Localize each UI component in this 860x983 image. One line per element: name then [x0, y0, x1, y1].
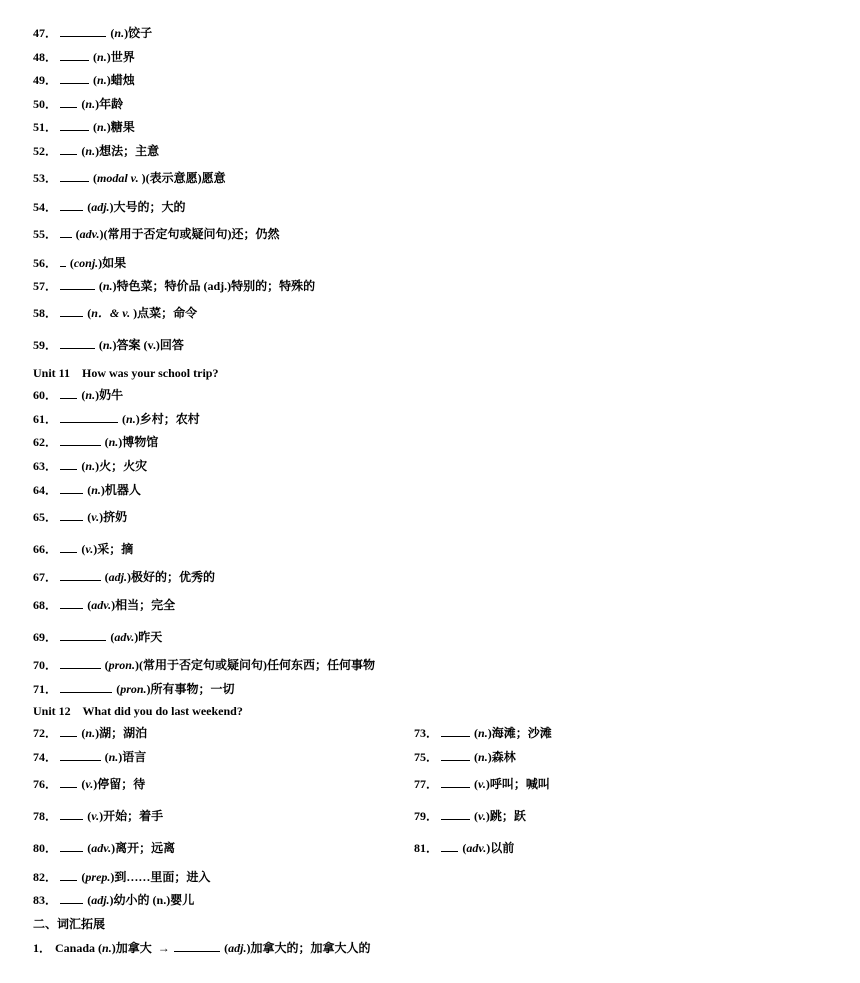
pos-open: (	[93, 171, 98, 185]
item-number: 55．	[33, 227, 58, 241]
answer-blank[interactable]	[60, 631, 106, 641]
pos-close: )	[100, 483, 105, 497]
part-of-speech: adj.	[91, 893, 110, 907]
pos-close: )	[110, 870, 115, 884]
item-number: 60．	[33, 388, 58, 402]
pos-open: (	[87, 510, 92, 524]
vocab-item	[33, 809, 163, 823]
vocab-item	[33, 750, 146, 764]
pos-open: (	[224, 941, 229, 955]
part-of-speech: n.	[478, 750, 488, 764]
pos-close: )	[99, 227, 104, 241]
part-of-speech: n.	[102, 279, 113, 293]
part-of-speech: n.	[85, 459, 96, 473]
answer-blank[interactable]	[60, 51, 89, 61]
pos-close: )	[485, 777, 490, 791]
chinese-meaning: 所有事物；一切	[150, 682, 235, 696]
answer-blank[interactable]	[60, 842, 83, 852]
item-number: 75．	[414, 750, 439, 764]
part-of-speech: adj.	[108, 570, 127, 584]
answer-blank[interactable]	[60, 413, 118, 423]
part-of-speech: modal v.	[97, 171, 139, 185]
answer-blank[interactable]	[441, 727, 470, 737]
pos-close: )	[111, 598, 116, 612]
chinese-meaning: 特色菜；特价品 (adj.)特别的；特殊的	[116, 279, 316, 293]
chinese-meaning: 采；摘	[97, 542, 134, 556]
pos-open: (	[104, 750, 109, 764]
chinese-meaning: 乡村；农村	[139, 412, 200, 426]
part-of-speech: pron.	[108, 658, 135, 672]
answer-blank[interactable]	[60, 511, 83, 521]
pos-close: )	[95, 144, 100, 158]
pos-close: )	[99, 510, 104, 524]
part-of-speech: adv.	[114, 630, 135, 644]
answer-blank[interactable]	[60, 484, 83, 494]
vocab-item	[414, 750, 516, 764]
part-of-speech: adv.	[91, 598, 112, 612]
item-number: 81．	[414, 841, 439, 855]
answer-blank[interactable]	[60, 659, 101, 669]
chinese-meaning: 离开；远离	[115, 841, 176, 855]
chinese-meaning: 年龄	[99, 97, 124, 111]
pos-open: (	[87, 893, 92, 907]
pos-open: (	[81, 542, 86, 556]
pos-close: )	[118, 750, 123, 764]
item-number: 77．	[414, 777, 439, 791]
vocab-item	[33, 338, 184, 352]
answer-blank[interactable]	[60, 778, 77, 788]
pos-close: )	[109, 893, 114, 907]
part-of-speech: adv.	[79, 227, 100, 241]
pos-close: )	[95, 726, 100, 740]
answer-blank[interactable]	[60, 894, 83, 904]
vocab-item	[33, 459, 147, 473]
item-number: 74．	[33, 750, 58, 764]
part-of-speech: prep.	[85, 870, 111, 884]
pos-close: )	[487, 750, 492, 764]
answer-blank[interactable]	[60, 751, 101, 761]
vocab-item	[33, 841, 175, 855]
item-number: 53．	[33, 171, 58, 185]
part-of-speech: adv.	[466, 841, 487, 855]
vocab-item	[33, 50, 135, 64]
pos-open: (	[122, 412, 127, 426]
item-number: 79．	[414, 809, 439, 823]
pos-open: (	[81, 726, 86, 740]
vocab-item	[414, 777, 550, 791]
base-word: Canada	[55, 941, 96, 955]
pos-open: (	[81, 777, 86, 791]
part-of-speech: adv.	[91, 841, 112, 855]
answer-blank[interactable]	[60, 228, 72, 238]
answer-blank[interactable]	[60, 543, 77, 553]
pos-close: )	[106, 50, 111, 64]
answer-blank[interactable]	[441, 842, 458, 852]
item-number: 67．	[33, 570, 58, 584]
vocab-item	[414, 841, 514, 855]
vocab-item	[414, 726, 552, 740]
chinese-meaning: 昨天	[138, 630, 163, 644]
part-of-speech: n.	[97, 50, 107, 64]
pos-open: (	[81, 97, 86, 111]
chinese-meaning: 加拿大的；加拿大人的	[250, 941, 371, 955]
part-of-speech: adj.	[228, 941, 247, 955]
item-number: 82．	[33, 870, 58, 884]
item-number: 49．	[33, 73, 58, 87]
pos-open: (	[81, 870, 86, 884]
pos-close: )	[134, 630, 139, 644]
vocab-item	[33, 120, 135, 134]
item-number: 56．	[33, 256, 58, 270]
item-number: 50．	[33, 97, 58, 111]
answer-blank[interactable]	[60, 683, 112, 693]
pos-close: )	[111, 841, 116, 855]
answer-blank[interactable]	[60, 389, 77, 399]
expansion-item	[33, 941, 370, 955]
item-number: 66．	[33, 542, 58, 556]
pos-close: )	[134, 658, 139, 672]
pos-close: )	[95, 459, 100, 473]
pos-close: )	[146, 682, 151, 696]
unit11-heading: Unit 11 How was your school trip?	[33, 366, 219, 380]
pos-open: (	[87, 841, 92, 855]
part-of-speech: n.	[108, 750, 119, 764]
item-number: 62．	[33, 435, 58, 449]
chinese-meaning: 呼叫；喊叫	[489, 777, 550, 791]
vocab-item	[33, 726, 147, 740]
item-number: 80．	[33, 841, 58, 855]
pos-open: (	[474, 809, 479, 823]
item-number: 59．	[33, 338, 58, 352]
item-number: 71．	[33, 682, 58, 696]
chinese-meaning: 饺子	[128, 26, 153, 40]
part-of-speech: pron.	[120, 682, 147, 696]
chinese-meaning: (常用于否定句或疑问句)任何东西；任何事物	[138, 658, 375, 672]
pos-close: )	[99, 809, 104, 823]
item-number: 48．	[33, 50, 58, 64]
pos-open: (	[81, 459, 86, 473]
pos-close: )	[106, 120, 111, 134]
vocab-item	[33, 227, 280, 241]
pos-open: (	[87, 306, 92, 320]
chinese-meaning: 点菜；命令	[137, 306, 198, 320]
pos-open: (	[87, 483, 92, 497]
pos-open: (	[104, 570, 109, 584]
pos-open: (	[87, 598, 92, 612]
pos-close: )	[98, 256, 103, 270]
pos-open: (	[93, 120, 98, 134]
pos-close: )	[111, 941, 116, 955]
item-number: 61．	[33, 412, 58, 426]
pos-open: (	[95, 941, 103, 955]
item-number: 52．	[33, 144, 58, 158]
pos-close: )	[246, 941, 251, 955]
vocab-item	[33, 658, 375, 672]
part-of-speech: v.	[478, 809, 486, 823]
part-of-speech: n.	[102, 338, 113, 352]
answer-blank[interactable]	[60, 436, 101, 446]
item-number: 68．	[33, 598, 58, 612]
vocab-item	[33, 542, 133, 556]
answer-blank[interactable]	[441, 810, 470, 820]
pos-close: )	[109, 200, 114, 214]
vocab-item	[33, 483, 141, 497]
item-number: 1．	[33, 941, 52, 955]
item-number: 64．	[33, 483, 58, 497]
item-number: 57．	[33, 279, 58, 293]
pos-open: (	[474, 726, 479, 740]
vocab-item	[33, 306, 197, 320]
chinese-meaning: 极好的；优秀的	[130, 570, 215, 584]
pos-open: (	[75, 227, 80, 241]
answer-blank[interactable]	[60, 201, 83, 211]
item-number: 69．	[33, 630, 58, 644]
pos-close: )	[487, 726, 492, 740]
part-of-speech: n.	[108, 435, 119, 449]
item-number: 47．	[33, 26, 58, 40]
part-of-speech: v.	[85, 777, 94, 791]
pos-close: )	[93, 777, 98, 791]
part-of-speech: n.	[85, 726, 96, 740]
pos-open: (	[110, 26, 115, 40]
chinese-meaning: 以前	[490, 841, 515, 855]
answer-blank[interactable]	[441, 778, 470, 788]
vocab-item	[33, 144, 159, 158]
pos-close: )	[138, 171, 146, 185]
chinese-meaning: 海滩；沙滩	[491, 726, 552, 740]
pos-close: )	[124, 26, 129, 40]
answer-blank[interactable]	[60, 121, 89, 131]
vocab-item	[33, 682, 235, 696]
chinese-meaning: 世界	[110, 50, 135, 64]
part-of-speech: adj.	[91, 200, 110, 214]
part-of-speech: n.	[478, 726, 488, 740]
right-arrow-icon: →	[157, 941, 170, 955]
answer-blank[interactable]	[174, 942, 220, 952]
pos-open: (	[116, 682, 121, 696]
chinese-meaning: 森林	[491, 750, 516, 764]
part-of-speech: n.	[126, 412, 136, 426]
chinese-meaning: 大号的；大的	[113, 200, 186, 214]
item-number: 72．	[33, 726, 58, 740]
pos-close: )	[485, 809, 490, 823]
item-number: 73．	[414, 726, 439, 740]
chinese-meaning: 相当；完全	[115, 598, 176, 612]
pos-open: (	[93, 73, 98, 87]
pos-open: (	[474, 777, 479, 791]
answer-blank[interactable]	[60, 810, 83, 820]
chinese-meaning: 答案 (v.)回答	[116, 338, 184, 352]
chinese-meaning: 机器人	[104, 483, 141, 497]
answer-blank[interactable]	[60, 460, 77, 470]
item-number: 76．	[33, 777, 58, 791]
chinese-meaning: 跳；跃	[489, 809, 526, 823]
chinese-meaning: 开始；着手	[103, 809, 164, 823]
pos-open: (	[98, 279, 103, 293]
chinese-meaning: 停留；待	[97, 777, 146, 791]
item-number: 54．	[33, 200, 58, 214]
part-of-speech: v.	[91, 510, 100, 524]
pos-open: (	[110, 630, 115, 644]
answer-blank[interactable]	[60, 257, 66, 267]
pos-close: )	[135, 412, 140, 426]
item-number: 58．	[33, 306, 58, 320]
vocab-item	[33, 171, 226, 185]
item-number: 83．	[33, 893, 58, 907]
answer-blank[interactable]	[60, 145, 77, 155]
chinese-meaning: 奶牛	[99, 388, 124, 402]
answer-blank[interactable]	[441, 751, 470, 761]
pos-close: )	[112, 338, 117, 352]
vocab-item	[33, 97, 123, 111]
chinese-meaning: 如果	[102, 256, 127, 270]
item-number: 63．	[33, 459, 58, 473]
chinese-meaning: 湖；湖泊	[99, 726, 148, 740]
item-number: 78．	[33, 809, 58, 823]
part-of-speech: v.	[478, 777, 486, 791]
part-of-speech: v.	[91, 809, 100, 823]
part-of-speech: n.	[97, 73, 107, 87]
chinese-meaning: 想法；主意	[99, 144, 160, 158]
pos-open: (	[87, 809, 92, 823]
answer-blank[interactable]	[60, 172, 89, 182]
part-of-speech: n．& v.	[91, 306, 131, 320]
pos-open: (	[474, 750, 479, 764]
pos-close: )	[130, 306, 138, 320]
vocab-item	[33, 200, 186, 214]
item-number: 70．	[33, 658, 58, 672]
vocab-item	[33, 630, 162, 644]
part-of-speech: n.	[91, 483, 101, 497]
vocab-item	[33, 73, 135, 87]
chinese-meaning: (常用于否定句或疑问句)还；仍然	[103, 227, 280, 241]
chinese-meaning: 博物馆	[122, 435, 159, 449]
pos-close: )	[118, 435, 123, 449]
vocab-item	[33, 510, 127, 524]
section-heading: 二、词汇拓展	[33, 917, 106, 931]
chinese-meaning: 加拿大	[115, 941, 152, 955]
chinese-meaning: 火；火灾	[99, 459, 148, 473]
pos-close: )	[112, 279, 117, 293]
pos-close: )	[126, 570, 131, 584]
pos-close: )	[93, 542, 98, 556]
pos-open: (	[93, 50, 98, 64]
part-of-speech: n.	[97, 120, 107, 134]
vocab-item	[33, 777, 145, 791]
vocab-item	[33, 435, 158, 449]
pos-close: )	[95, 388, 100, 402]
vocab-item	[33, 870, 210, 884]
chinese-meaning: 蜡烛	[110, 73, 135, 87]
answer-blank[interactable]	[60, 74, 89, 84]
pos-close: )	[486, 841, 491, 855]
vocab-item	[33, 279, 315, 293]
pos-open: (	[104, 658, 109, 672]
pos-close: )	[95, 97, 100, 111]
answer-blank[interactable]	[60, 727, 77, 737]
item-number: 51．	[33, 120, 58, 134]
vocab-item	[414, 809, 526, 823]
answer-blank[interactable]	[60, 571, 101, 581]
unit12-heading: Unit 12 What did you do last weekend?	[33, 704, 243, 718]
vocab-item	[33, 570, 215, 584]
answer-blank[interactable]	[60, 27, 106, 37]
answer-blank[interactable]	[60, 280, 95, 290]
part-of-speech: n.	[85, 97, 96, 111]
chinese-meaning: 到……里面；进入	[114, 870, 211, 884]
answer-blank[interactable]	[60, 339, 95, 349]
vocab-item	[33, 256, 126, 270]
chinese-meaning: 挤奶	[103, 510, 128, 524]
pos-open: (	[69, 256, 74, 270]
chinese-meaning: 幼小的 (n.)婴儿	[113, 893, 195, 907]
part-of-speech: v.	[85, 542, 94, 556]
pos-open: (	[87, 200, 92, 214]
chinese-meaning: 糖果	[110, 120, 135, 134]
vocab-item	[33, 412, 200, 426]
part-of-speech: n.	[114, 26, 125, 40]
pos-open: (	[81, 388, 86, 402]
answer-blank[interactable]	[60, 871, 77, 881]
part-of-speech: conj.	[73, 256, 99, 270]
pos-open: (	[104, 435, 109, 449]
pos-open: (	[98, 338, 103, 352]
part-of-speech: n.	[85, 388, 96, 402]
pos-open: (	[462, 841, 467, 855]
item-number: 65．	[33, 510, 58, 524]
pos-open: (	[81, 144, 86, 158]
chinese-meaning: (表示意愿)愿意	[145, 171, 226, 185]
part-of-speech: n.	[85, 144, 96, 158]
chinese-meaning: 语言	[122, 750, 147, 764]
answer-blank[interactable]	[60, 599, 83, 609]
vocab-item	[33, 598, 175, 612]
vocab-item	[33, 388, 123, 402]
answer-blank[interactable]	[60, 98, 77, 108]
answer-blank[interactable]	[60, 307, 83, 317]
vocab-item	[33, 26, 152, 40]
part-of-speech: n.	[102, 941, 112, 955]
vocab-item	[33, 893, 194, 907]
pos-close: )	[106, 73, 111, 87]
